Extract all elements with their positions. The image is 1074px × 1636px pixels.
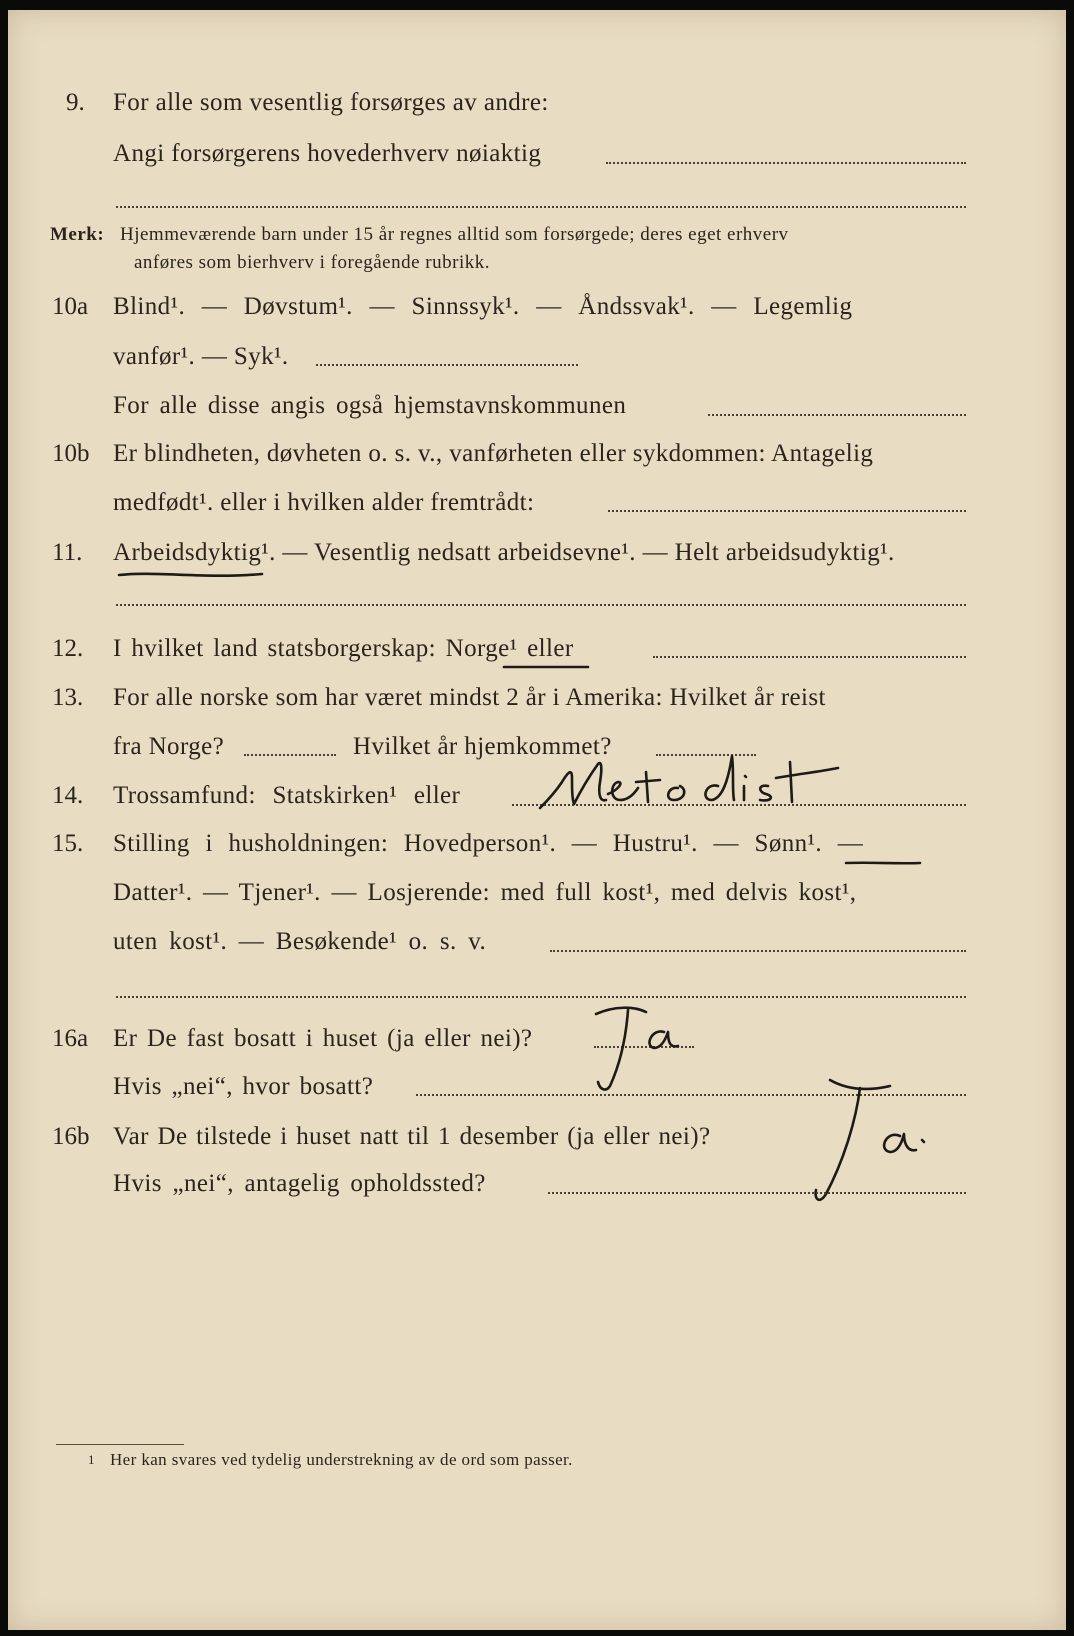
- census-form-page: [8, 10, 1066, 1630]
- q16a-where-resident: Hvis „nei“, hvor bosatt?: [113, 1073, 374, 1100]
- q11-number: 11.: [52, 539, 83, 566]
- q12-citizenship: I hvilket land statsborgerskap: Norge¹ eller: [113, 635, 574, 662]
- q10b-answer-line[interactable]: [608, 510, 966, 512]
- q12-answer-line[interactable]: [653, 656, 966, 658]
- q16a-number: 16a: [52, 1025, 89, 1052]
- footnote-rule: [56, 1444, 184, 1445]
- q9-answer-line-2[interactable]: [116, 206, 966, 208]
- q11-options: Arbeidsdyktig¹. — Vesentlig nedsatt arbeidsevne¹. — Helt arbeidsudyktig¹.: [113, 539, 895, 566]
- q10a-number: 10a: [52, 293, 89, 320]
- q14-handwritten-answer: [528, 742, 858, 818]
- q11-blank-line[interactable]: [116, 604, 966, 606]
- q16b-residence-line[interactable]: [548, 1192, 966, 1194]
- footnote-text: Her kan svares ved tydelig understrekning av de ord som passer.: [110, 1450, 573, 1469]
- norge-underline: [502, 662, 592, 672]
- q12-number: 12.: [52, 635, 84, 662]
- q10b-question: Er blindheten, døvheten o. s. v., vanførheten eller sykdommen: Antagelig: [113, 440, 874, 467]
- merk-note-line1: Hjemmeværende barn under 15 år regnes alltid som forsørgede; deres eget erhverv: [120, 224, 789, 245]
- q13-left-norway: fra Norge?: [113, 733, 225, 760]
- q9-question: For alle som vesentlig forsørges av andre:: [113, 89, 549, 116]
- merk-note-line2: anføres som bierhverv i foregående rubrikk.: [134, 252, 490, 273]
- footnote-mark: 1: [88, 1452, 95, 1467]
- q15-household-position-end: uten kost¹. — Besøkende¹ o. s. v.: [113, 928, 487, 955]
- q14-religion: Trossamfund: Statskirken¹ eller: [113, 782, 461, 809]
- q15-household-position: Stilling i husholdningen: Hovedperson¹. — Hustru¹. — Sønn¹. —: [113, 830, 864, 857]
- q10a-municipality-line[interactable]: [708, 414, 966, 416]
- q16a-handwritten-answer: [584, 998, 694, 1094]
- q10b-question-cont: medfødt¹. eller i hvilken alder fremtrådt:: [113, 489, 535, 516]
- arbeidsdyktig-underline: [116, 568, 266, 582]
- merk-label: Merk:: [50, 224, 105, 245]
- q10a-answer-line[interactable]: [316, 364, 578, 366]
- q16b-question: Var De tilstede i huset natt til 1 desember (ja eller nei)?: [113, 1123, 711, 1150]
- q9-instruction: Angi forsørgerens hovederhverv nøiaktig: [113, 140, 542, 167]
- q15-blank-line[interactable]: [116, 996, 966, 998]
- sonn-underline: [844, 858, 924, 868]
- q13-question: For alle norske som har været mindst 2 år i Amerika: Hvilket år reist: [113, 684, 826, 711]
- q16a-question: Er De fast bosatt i huset (ja eller nei)?: [113, 1025, 533, 1052]
- q10a-home-municipality: For alle disse angis også hjemstavnskommunen: [113, 392, 627, 419]
- q9-number: 9.: [66, 89, 85, 116]
- q15-number: 15.: [52, 830, 84, 857]
- q10a-conditions-cont: vanfør¹. — Syk¹.: [113, 343, 289, 370]
- q14-number: 14.: [52, 782, 84, 809]
- q16b-number: 16b: [52, 1123, 90, 1150]
- q13-left-year-line[interactable]: [244, 754, 336, 756]
- q15-household-position-cont: Datter¹. — Tjener¹. — Losjerende: med full kost¹, med delvis kost¹,: [113, 879, 857, 906]
- q10a-conditions: Blind¹. — Døvstum¹. — Sinnssyk¹. — Åndssvak¹. — Legemlig: [113, 293, 853, 320]
- q10b-number: 10b: [52, 440, 90, 467]
- q16b-handwritten-answer: [804, 1070, 934, 1210]
- q15-answer-line[interactable]: [550, 950, 966, 952]
- q9-answer-line[interactable]: [606, 162, 966, 164]
- q16b-probable-residence: Hvis „nei“, antagelig opholdssted?: [113, 1170, 486, 1197]
- q13-number: 13.: [52, 684, 84, 711]
- q13-returned: Hvilket år hjemkommet?: [353, 733, 612, 760]
